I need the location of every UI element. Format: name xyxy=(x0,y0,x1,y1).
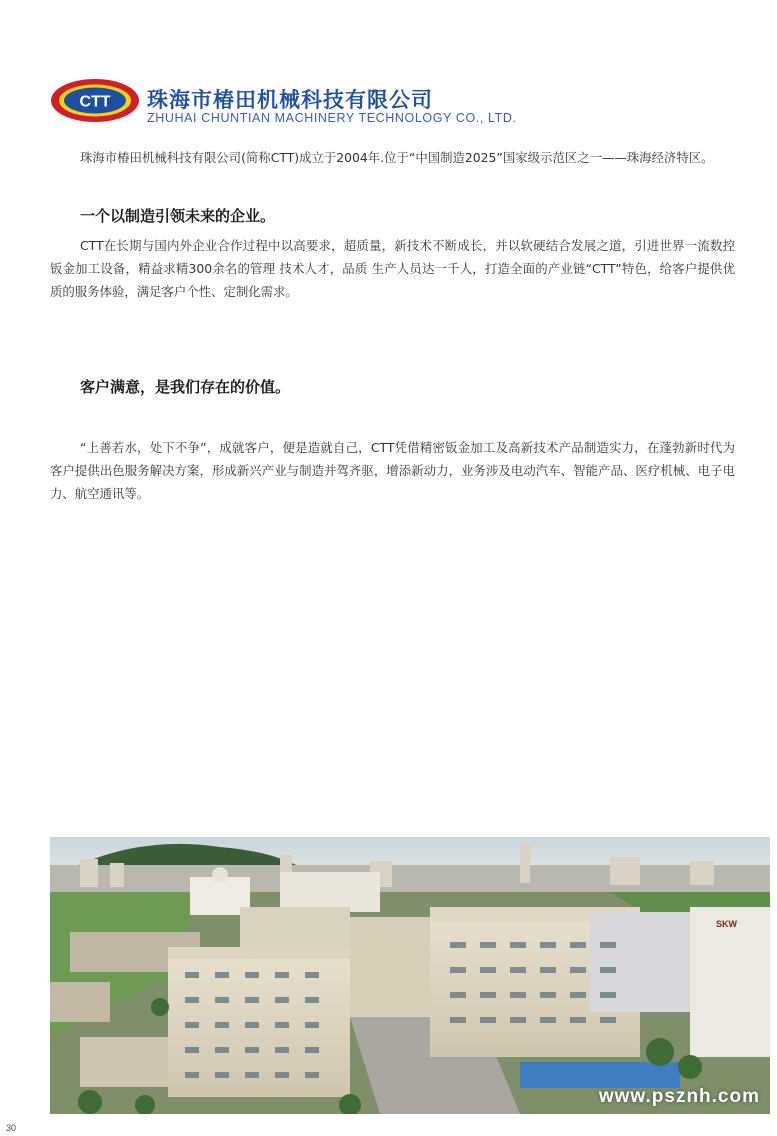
section-body-2: “上善若水，处下不争”，成就客户，便是造就自己，CTT凭借精密钣金加工及高新技术产品制造实力，在蓬勃新时代为客户提供出色服务解决方案，形成新兴产业与制造并驾齐驱，增添新动力，业务涉及电动汽车、智能产品、医疗机械、电子电力、航空通讯等。 xyxy=(50,440,735,501)
section-heading-2: 客户满意，是我们存在的价值。 xyxy=(80,378,291,396)
company-name-cn: 珠海市椿田机械科技有限公司 xyxy=(147,88,433,112)
ctt-logo-icon xyxy=(50,78,140,123)
company-header xyxy=(50,78,650,130)
intro-paragraph: 珠海市椿田机械科技有限公司(简称CTT)成立于2004年.位于“中国制造2025”国家级示范区之一——珠海经济特区。 xyxy=(80,150,714,165)
factory-illustration xyxy=(50,837,770,1114)
logo-text: CTT xyxy=(79,93,111,111)
factory-aerial-photo xyxy=(50,837,770,1114)
building-sign: SKW xyxy=(716,919,737,929)
watermark-url: www.psznh.com xyxy=(598,1086,760,1107)
page-number: 30 xyxy=(6,1123,17,1133)
company-name-en: ZHUHAI CHUNTIAN MACHINERY TECHNOLOGY CO., LTD. xyxy=(147,111,517,125)
section-body-1: CTT在长期与国内外企业合作过程中以高要求，超质量，新技术不断成长，并以软硬结合发展之道，引进世界一流数控钣金加工设备，精益求精300余名的管理 技术人才，品质 生产人员达一千人，打造全面的产业链“CTT”特色，给客户提供优质的服务体验，满足客户个性、定制化需求。 xyxy=(50,238,735,299)
section-heading-1: 一个以制造引领未来的企业。 xyxy=(80,207,276,225)
